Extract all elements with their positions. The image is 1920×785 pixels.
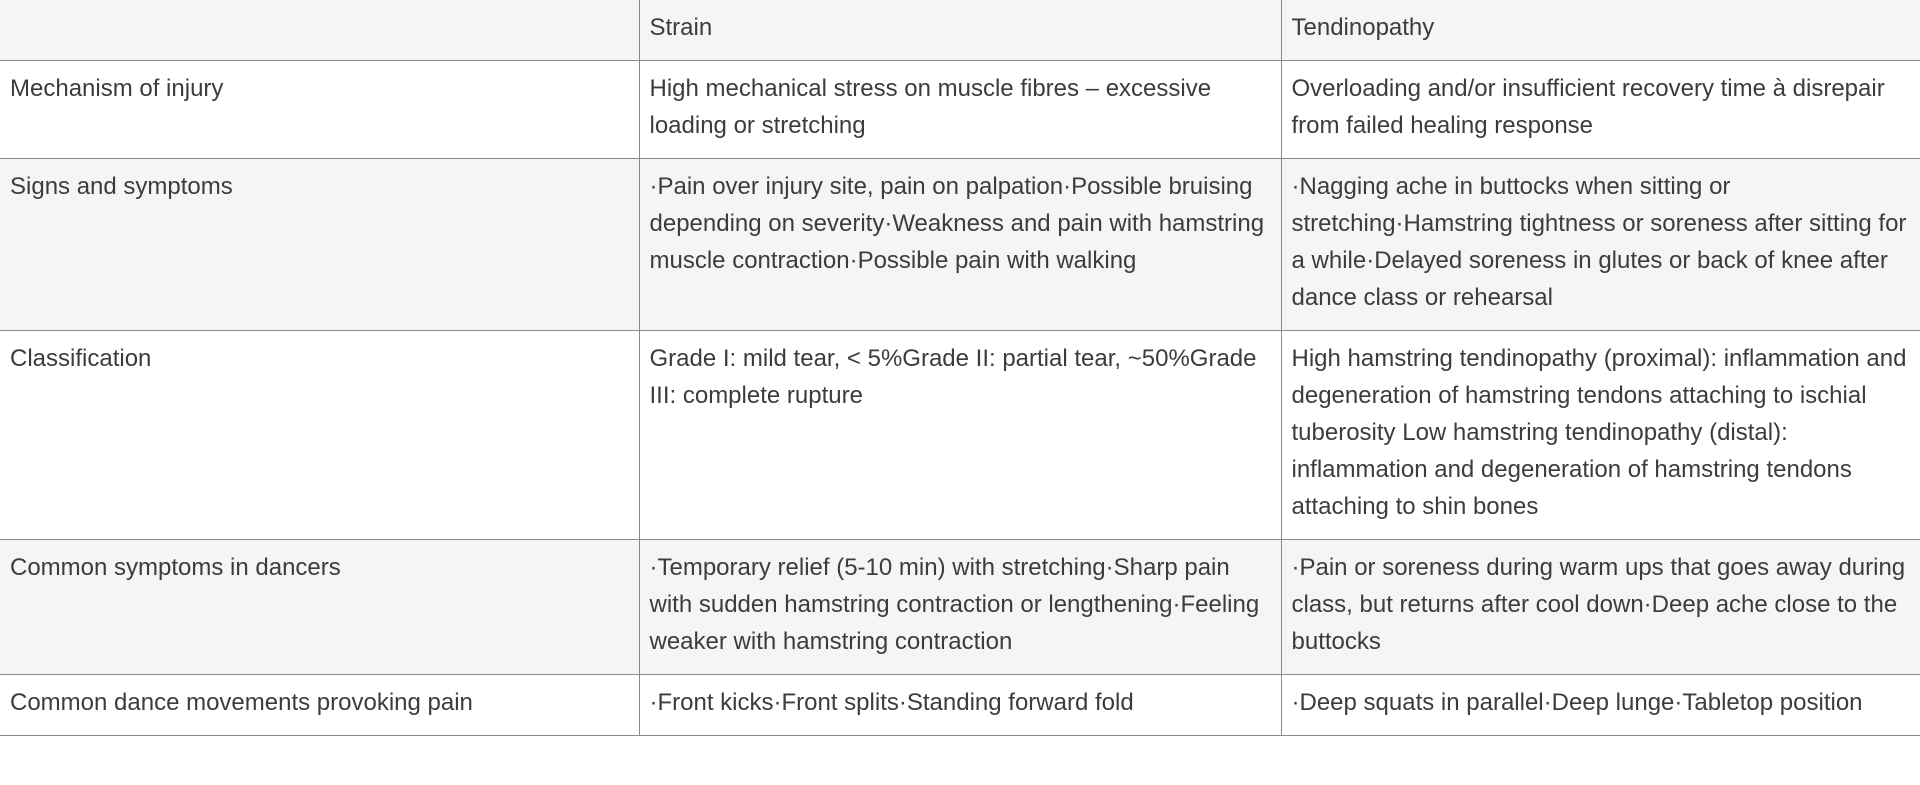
row-label: Common symptoms in dancers bbox=[0, 540, 639, 675]
strain-cell: ·Front kicks·Front splits·Standing forward fold bbox=[639, 675, 1281, 736]
row-label: Classification bbox=[0, 331, 639, 540]
tendinopathy-cell: Overloading and/or insufficient recovery time à disrepair from failed healing response bbox=[1281, 61, 1920, 159]
row-label: Signs and symptoms bbox=[0, 159, 639, 331]
table-row bbox=[0, 61, 1920, 159]
tendinopathy-cell: ·Deep squats in parallel·Deep lunge·Tabletop position bbox=[1281, 675, 1920, 736]
table-row bbox=[0, 159, 1920, 331]
strain-cell: High mechanical stress on muscle fibres – excessive loading or stretching bbox=[639, 61, 1281, 159]
strain-cell: Grade I: mild tear, < 5%Grade II: partial tear, ~50%Grade III: complete rupture bbox=[639, 331, 1281, 540]
header-cell-empty bbox=[0, 0, 639, 61]
strain-cell: ·Pain over injury site, pain on palpation·Possible bruising depending on severity·Weakness and pain with hamstring muscle contraction·Possible pain with walking bbox=[639, 159, 1281, 331]
header-row bbox=[0, 0, 1920, 61]
table-row bbox=[0, 540, 1920, 675]
tendinopathy-cell: ·Pain or soreness during warm ups that goes away during class, but returns after cool down·Deep ache close to the buttocks bbox=[1281, 540, 1920, 675]
row-label: Common dance movements provoking pain bbox=[0, 675, 639, 736]
table-row bbox=[0, 675, 1920, 736]
tendinopathy-cell: ·Nagging ache in buttocks when sitting or stretching·Hamstring tightness or soreness after sitting for a while·Delayed soreness in glutes or back of knee after dance class or rehearsal bbox=[1281, 159, 1920, 331]
strain-cell: ·Temporary relief (5-10 min) with stretching·Sharp pain with sudden hamstring contraction or lengthening·Feeling weaker with hamstring contraction bbox=[639, 540, 1281, 675]
header-cell-tendinopathy: Tendinopathy bbox=[1281, 0, 1920, 61]
row-label: Mechanism of injury bbox=[0, 61, 639, 159]
tendinopathy-cell: High hamstring tendinopathy (proximal): inflammation and degeneration of hamstring tendons attaching to ischial tuberosity Low hamstring tendinopathy (distal): inflammation and degeneration of hamstring tendons attaching to shin bones bbox=[1281, 331, 1920, 540]
header-cell-strain: Strain bbox=[639, 0, 1281, 61]
table-row bbox=[0, 331, 1920, 540]
